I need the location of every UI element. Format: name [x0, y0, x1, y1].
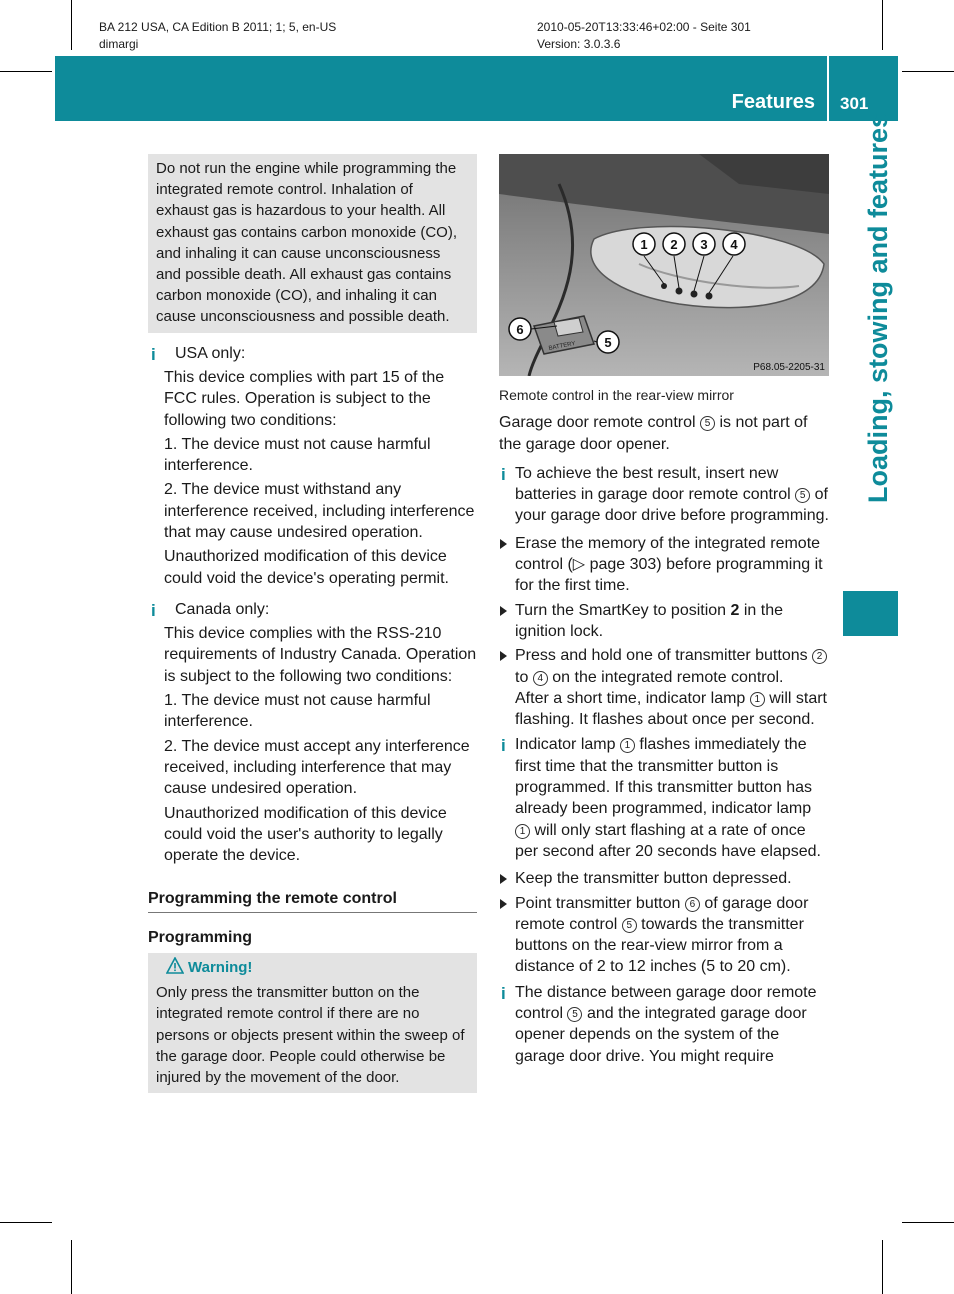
usa-condition-1: 1. The device must not cause harmful interference. — [164, 435, 431, 475]
crop-mark — [0, 1222, 52, 1223]
info-usa-head: USA only: — [175, 344, 246, 362]
left-column — [148, 154, 477, 1093]
side-tab — [843, 113, 898, 591]
crop-mark — [902, 71, 954, 72]
warning-text: Only press the transmitter button on the integrated remote control if there are no persons or objects present within the sweep of the garage door. People could otherwise be injured by the movement of the door. — [156, 984, 465, 1087]
warning-head — [156, 957, 469, 978]
callout-ref-5: 5 — [795, 488, 810, 503]
warning-triangle-icon — [166, 957, 184, 974]
callout-6-label: 6 — [516, 322, 524, 337]
figure-caption: Remote control in the rear-view mirror — [499, 387, 734, 403]
note3-text-b: and the integrated garage door opener depends on the system of the garage door drive. You might require — [515, 1005, 807, 1065]
callout-1 — [633, 233, 655, 255]
info-usa — [148, 343, 477, 364]
step3-text-d: will start flashing. It flashes about once per second. — [515, 689, 827, 729]
callout-5 — [597, 331, 619, 353]
section-title: Features — [731, 91, 815, 113]
info-note-2 — [499, 734, 829, 862]
info-icon: i — [151, 600, 156, 620]
meta-edition: BA 212 USA, CA Edition B 2011; 1; 5, en-US — [99, 20, 337, 34]
callout-ref-5: 5 — [567, 1007, 582, 1022]
section-heading: Programming the remote control — [148, 890, 397, 908]
info-note-1 — [499, 463, 829, 527]
warning-box — [148, 953, 477, 1093]
step1-text-a: Erase the memory of the integrated remote control ( — [515, 534, 821, 574]
section-heading-rule — [148, 888, 477, 912]
meta-timestamp: 2010-05-20T13:33:46+02:00 - Seite 301 — [537, 20, 751, 34]
info-icon: i — [501, 983, 506, 1003]
page-number: 301 — [840, 94, 869, 113]
crop-mark — [0, 71, 52, 72]
step5-text-a: Point transmitter button — [515, 894, 681, 912]
callout-ref-4: 4 — [533, 671, 548, 686]
step2-text-b: in the ignition lock. — [515, 601, 784, 640]
callout-2-label: 2 — [670, 237, 678, 252]
figure-code: P68.05-2205-31 — [753, 362, 825, 373]
callout-2 — [663, 233, 685, 255]
usa-condition-2: 2. The device must withstand any interference received, including interference that may cause undesired operation. — [164, 481, 475, 541]
callout-4-label: 4 — [730, 237, 738, 252]
info-icon: i — [501, 736, 506, 756]
info-note-3 — [499, 982, 829, 1067]
button-dot — [706, 293, 713, 300]
canada-condition-1: 1. The device must not cause harmful interference. — [164, 692, 431, 731]
canada-condition-2: 2. The device must accept any interference received, including interference that may cause undesired operation. — [164, 737, 470, 798]
note3-text-a: The distance between garage door remote control — [515, 983, 817, 1023]
step3-text-c: After a short time, indicator lamp — [515, 689, 746, 707]
callout-3-label: 3 — [700, 237, 708, 252]
note1-text-b: of your garage door drive before programming. — [515, 486, 829, 525]
intro-paragraph — [499, 412, 829, 455]
callout-4 — [723, 233, 745, 255]
callout-ref-1: 1 — [620, 738, 635, 753]
meta-version: Version: 3.0.3.6 — [537, 37, 621, 51]
header-divider — [827, 56, 829, 121]
callout-5-label: 5 — [604, 335, 612, 350]
usa-p1: This device complies with part 15 of the FCC rules. Operation is subject to the following two conditions: — [164, 368, 445, 429]
print-meta-left — [99, 19, 336, 53]
subheading: Programming — [148, 928, 253, 946]
info-icon: i — [501, 464, 506, 484]
step5-text-b: of garage door remote control — [515, 894, 809, 933]
callout-ref-2: 2 — [812, 649, 827, 664]
crop-mark — [71, 1240, 72, 1294]
print-meta-right — [537, 19, 751, 53]
danger-text: Do not run the engine while programming the integrated remote control. Inhalation of exhaust gas is hazardous to your health. All exhaust gas contains carbon monoxide (CO), and inhaling it can cause unconsciousness and possible death. All exhaust gas contains carbon monoxide (CO), and inhaling it can cause unconsciousness and possible death. — [156, 160, 457, 326]
step-press-hold — [499, 645, 829, 730]
battery-label: BATTERY — [548, 340, 577, 352]
info-canada-head: Canada only: — [175, 600, 270, 618]
note1-text-a: To achieve the best result, insert new batteries in garage door remote control — [515, 464, 791, 504]
page-ref-arrow-icon: ▷ — [572, 556, 586, 574]
rear-view-mirror-figure — [499, 154, 829, 376]
side-tab-label: Loading, stowing and features — [863, 113, 893, 504]
crop-mark — [71, 0, 72, 50]
step-point-transmitter — [499, 893, 829, 978]
button-dot — [676, 288, 683, 295]
danger-box — [148, 154, 477, 333]
step2-position: 2 — [730, 601, 740, 619]
step5-text-c: towards the transmitter buttons on the rear-view mirror from a distance of 2 to 12 inches (5 to 20 cm). — [515, 915, 804, 976]
crop-mark — [882, 1240, 883, 1294]
crop-mark — [902, 1222, 954, 1223]
note2-text-b: flashes immediately the first time that the transmitter button is programmed. If this transmitter button has already been programmed, indicator lamp — [515, 736, 813, 818]
usa-p2: Unauthorized modification of this device could void the device's operating permit. — [164, 548, 449, 587]
canada-p2: Unauthorized modification of this device could void the user's authority to legally operate the device. — [164, 804, 447, 865]
step3-text-b: on the integrated remote control. — [552, 668, 784, 686]
callout-6 — [509, 318, 531, 340]
meta-author: dimargi — [99, 37, 139, 51]
callout-ref-5: 5 — [700, 416, 715, 431]
step3-text-a: Press and hold one of transmitter buttons — [515, 647, 808, 665]
info-icon: i — [151, 344, 156, 364]
step-turn-smartkey — [499, 600, 829, 643]
step4-text: Keep the transmitter button depressed. — [515, 870, 792, 888]
callout-3 — [693, 233, 715, 255]
note2-text-c: will only start flashing at a rate of once per second after 20 seconds have elapsed. — [515, 821, 821, 860]
callout-1-label: 1 — [640, 237, 648, 252]
step2-text-a: Turn the SmartKey to position — [515, 601, 727, 619]
step-keep-depressed — [499, 868, 829, 889]
header-bar — [55, 56, 898, 121]
crop-mark — [882, 0, 883, 50]
info-canada — [148, 599, 477, 620]
callout-ref-1: 1 — [515, 824, 530, 839]
right-column — [499, 154, 829, 1067]
warning-label: Warning! — [188, 959, 253, 977]
callout-ref-6: 6 — [685, 897, 700, 912]
side-tab-marker — [843, 591, 898, 636]
callout-ref-1: 1 — [750, 692, 765, 707]
step1-text-b: page 303) before programming it for the first time. — [515, 556, 823, 595]
button-dot — [691, 291, 698, 298]
step3-to: to — [515, 668, 529, 686]
canada-p1: This device complies with the RSS-210 requirements of Industry Canada. Operation is subject to the following two conditions: — [164, 625, 477, 685]
intro-text-b: is not part of the garage door opener. — [499, 414, 808, 453]
callout-ref-5: 5 — [622, 918, 637, 933]
intro-text-a: Garage door remote control — [499, 414, 696, 432]
step-erase-memory — [499, 533, 829, 597]
note2-text-a: Indicator lamp — [515, 736, 616, 754]
